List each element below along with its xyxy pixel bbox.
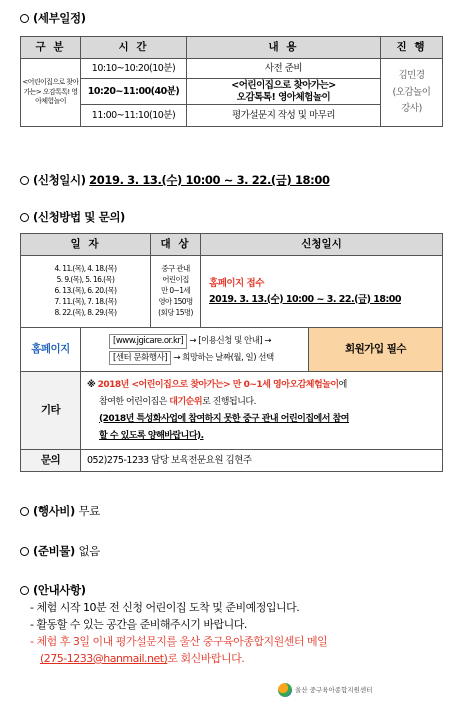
schedule-time-2: 10:20~11:00(40분) — [81, 79, 187, 105]
schedule-content-1: 사전 준비 — [187, 59, 381, 79]
section-supplies: (준비물) 없음 — [20, 543, 100, 559]
notice-list — [30, 599, 327, 667]
notice-item-red-2: (275-1233@hanmail.net)로 회신바랍니다. — [40, 652, 245, 665]
circle-bullet-icon — [20, 507, 29, 516]
schedule-time-3: 11:00~11:10(10분) — [81, 105, 187, 127]
header-date: 일 자 — [21, 234, 151, 256]
center-logo-icon — [278, 683, 292, 697]
etc-content: ※ 2018년 <어린이집으로 찾아가는> 만 0~1세 영아오감체험놀이에 참여한 어린이집은 대기순위로 진행됩니다. (2018년 특성화사업에 참여하지 못한 중구 관내 어린이집에서 참여 할 수 있도록 양해바랍니다). — [81, 372, 443, 450]
notice-item-red: - 체험 후 3일 이내 평가설문지를 울산 중구육아종합지원센터 메일 — [30, 635, 328, 648]
homepage-steps: [www.jgicare.or.kr] → [이용신청 및 안내] → [센터 문화행사] → 희망하는 날짜(월, 일) 선택 — [81, 328, 309, 372]
header-content: 내 용 — [187, 37, 381, 59]
email-link[interactable]: (275-1233@hanmail.net) — [40, 652, 168, 665]
contact-label: 문의 — [21, 450, 81, 472]
center-logo: 울산 중구육아종합지원센터 — [278, 683, 372, 697]
circle-bullet-icon — [20, 176, 29, 185]
apply-dates: 4. 11.(목), 4. 18.(목) 5. 9.(목), 5. 16.(목) 6. 13.(목), 6. 20.(목) 7. 11.(목), 7. 18.(목) 8. 22.(목), 8. 29.(목) — [21, 256, 151, 328]
header-apply-time: 신청일시 — [201, 234, 443, 256]
contact-value: 052)275-1233 담당 보육전문요원 김현주 — [81, 450, 443, 472]
schedule-time-1: 10:10~10:20(10분) — [81, 59, 187, 79]
circle-bullet-icon — [20, 213, 29, 222]
homepage-url[interactable]: [www.jgicare.or.kr] — [109, 334, 187, 349]
signup-required: 회원가입 필수 — [309, 328, 443, 372]
etc-label: 기타 — [21, 372, 81, 450]
circle-bullet-icon — [20, 547, 29, 556]
header-host: 진 행 — [381, 37, 443, 59]
schedule-table — [20, 36, 443, 127]
schedule-content-3: 평가설문지 작성 및 마무리 — [187, 105, 381, 127]
schedule-category: <어린이집으로 찾아가는> 오감톡톡! 영아체험놀이 — [21, 59, 81, 127]
section-fee: (행사비) 무료 — [20, 503, 100, 519]
notice-item: - 체험 시작 10분 전 신청 어린이집 도착 및 준비예정입니다. — [30, 601, 300, 614]
homepage-label: 홈페이지 — [21, 328, 81, 372]
section-schedule: (세부일정) — [20, 10, 86, 26]
notice-item: - 활동할 수 있는 공간을 준비해주시기 바랍니다. — [30, 618, 247, 631]
schedule-content-2: <어린이집으로 찾아가는> 오감톡톡! 영아체험놀이 — [187, 79, 381, 105]
header-target: 대 상 — [151, 234, 201, 256]
circle-bullet-icon — [20, 586, 29, 595]
header-time: 시 간 — [81, 37, 187, 59]
apply-time-cell: 홈페이지 접수 2019. 3. 13.(수) 10:00 ~ 3. 22.(금) 18:00 — [201, 256, 443, 328]
section-notice: (안내사항) — [20, 582, 86, 598]
section-apply-method: (신청방법 및 문의) — [20, 209, 125, 225]
apply-table — [20, 233, 443, 472]
section-apply-period: (신청일시) 2019. 3. 13.(수) 10:00 ~ 3. 22.(금) 18:00 — [20, 172, 330, 188]
apply-target: 중구 관내 어린이집 만 0~1세 영아 150명 (회당 15명) — [151, 256, 201, 328]
header-category: 구 분 — [21, 37, 81, 59]
schedule-host: 김민경 (오감놀이 강사) — [381, 59, 443, 127]
circle-bullet-icon — [20, 14, 29, 23]
